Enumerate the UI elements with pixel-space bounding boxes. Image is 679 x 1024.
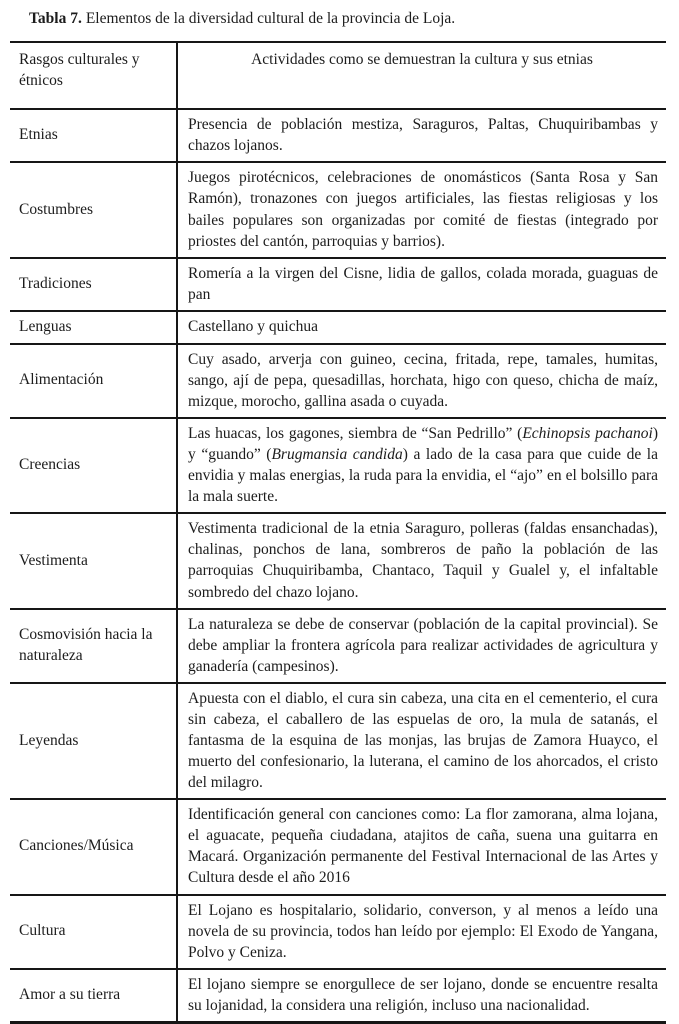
caption-number: Tabla 7.: [29, 10, 82, 27]
content-text: La naturaleza se debe de conservar (población de la capital provincial). Se debe ampliar la frontera agrícola para realizar actividades de agricultura y ganadería (campesinos).: [188, 615, 658, 675]
row-content-cell: [177, 109, 666, 162]
row-label-cell: Tradiciones: [10, 258, 177, 311]
row-content-cell: [177, 895, 666, 969]
table-row: [10, 895, 666, 969]
content-text: Presencia de población mestiza, Saraguros, Paltas, Chuquiribambas y chazos lojanos.: [188, 116, 658, 155]
row-content-cell: [177, 311, 666, 344]
table-row: [10, 609, 666, 683]
row-label-cell: Alimentación: [10, 344, 177, 418]
row-label-cell: Cultura: [10, 895, 177, 969]
caption-text: Elementos de la diversidad cultural de la provincia de Loja.: [85, 10, 456, 27]
row-label-cell: Creencias: [10, 418, 177, 513]
table-row: [10, 109, 666, 162]
scientific-name: Echinopsis pachanoi: [522, 425, 653, 442]
content-text: Vestimenta tradicional de la etnia Saraguro, polleras (faldas ensanchadas), chalinas, ponchos de lana, sombreros de paño la población de las parroquias Chuquiribamba, Chantaco, Taquil y Gualel y, el infaltable sombredo del chazo lojano.: [188, 520, 658, 601]
content-text: Cuy asado, arverja con guineo, cecina, fritada, repe, tamales, humitas, sango, ají de pepa, quesadillas, horchata, higo con queso, chicha de maíz, mizque, morocho, gallina asada o cuyada.: [188, 350, 658, 410]
table-row: [10, 311, 666, 344]
scientific-name: Brugmansia candida: [271, 446, 403, 464]
header-actividades: Actividades como se demuestran la cultura y sus etnias: [251, 51, 593, 69]
row-content-cell: [177, 799, 666, 894]
table-row: [10, 969, 666, 1023]
row-label-cell: Leyendas: [10, 683, 177, 799]
table-row: [10, 683, 666, 799]
table-caption: [29, 9, 667, 28]
table-row: [10, 799, 666, 894]
content-text: Juegos pirotécnicos, celebraciones de onomásticos (Santa Rosa y San Ramón), tronazones con juegos artificiales, las fiestas religiosas y los bailes populares son organizadas por comité de fiestas (integrado por priostes del cantón, parroquias y barrios).: [188, 169, 658, 250]
row-label-cell: Canciones/Música: [10, 799, 177, 894]
content-text: Apuesta con el diablo, el cura sin cabeza, una cita en el cementerio, el cura sin cabeza, el caballero de las espuelas de oro, la mula de satanás, el fantasma de la esquina de las monjas, las brujas de Zamora Huayco, el muerto del confesionario, la luterana, el camino de los ahorcados, el cristo del milagro.: [188, 689, 658, 792]
row-content-cell: [177, 513, 666, 608]
row-label-cell: Vestimenta: [10, 513, 177, 608]
row-content-cell: [177, 683, 666, 799]
table-row: [10, 162, 666, 257]
table-row: [10, 258, 666, 311]
content-text: Identificación general con canciones como: La flor zamorana, alma lojana, el aguacate, pequeña ciudadana, atajitos de caña, suena una guitarra en Macará. Organización permanente del Festival Internacional de las Artes y Cultura desde el año 2016: [188, 806, 658, 887]
row-label-cell: Costumbres: [10, 162, 177, 257]
content-text: Las huacas, los gagones, siembra de “San Pedrillo” (: [188, 425, 523, 442]
row-content-cell: [177, 418, 666, 513]
content-text: ) y “guando” (: [188, 425, 658, 464]
header-rasgos-culturales: Rasgos culturales y étnicos: [10, 42, 177, 109]
content-text: Castellano y quichua: [188, 318, 318, 336]
row-content-cell: [177, 344, 666, 418]
page: [0, 9, 679, 1014]
row-content-cell: [177, 162, 666, 257]
row-label-cell: Cosmovisión hacia la naturaleza: [10, 609, 177, 683]
table-row: [10, 513, 666, 608]
row-content-cell: [177, 258, 666, 311]
content-text: Romería a la virgen del Cisne, lidia de gallos, colada morada, guaguas de pan: [188, 264, 658, 303]
content-text: El lojano siempre se enorgullece de ser lojano, donde se encuentre resalta su lojanidad, la considera una religión, incluso una nacionalidad.: [188, 975, 658, 1014]
row-label-cell: Amor a su tierra: [10, 969, 177, 1023]
row-content-cell: [177, 609, 666, 683]
table-body: [10, 109, 666, 1022]
row-content-cell: [177, 969, 666, 1023]
table-row: [10, 344, 666, 418]
content-text: ) a lado de la casa para que cuide de la envidia y malas energias, la ruda para la envidia, el “ajo” en el bolsillo para la mala suerte.: [188, 446, 658, 506]
header-row: [10, 42, 666, 109]
content-text: El Lojano es hospitalario, solidario, converson, y al menos a leído una novela de su provincia, todos han leído por ejemplo: El Exodo de Yangana, Polvo y Ceniza.: [188, 901, 658, 961]
row-label-cell: Lenguas: [10, 311, 177, 344]
cultural-diversity-table: [10, 41, 666, 1024]
table-row: [10, 418, 666, 513]
row-label-cell: Etnias: [10, 109, 177, 162]
